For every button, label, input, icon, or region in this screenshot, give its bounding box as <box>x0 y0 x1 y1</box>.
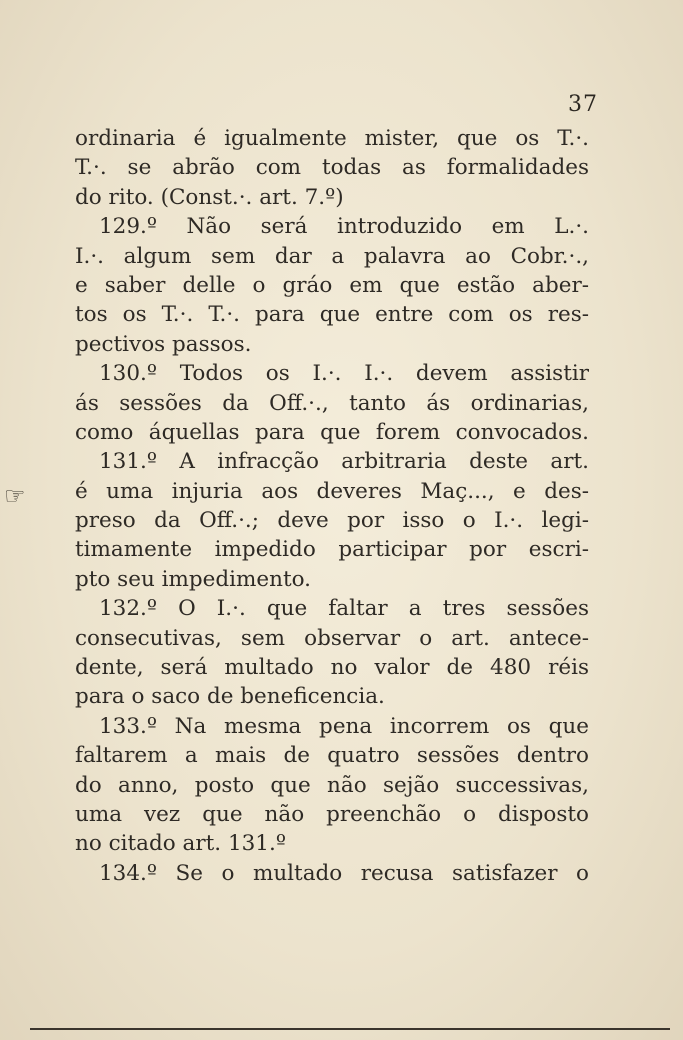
text-line: dente, será multado no valor de 480 réis <box>75 655 589 681</box>
text-line: I.·. algum sem dar a palavra ao Cobr.·., <box>75 243 589 269</box>
text-line: como áquellas para que forem convocados. <box>75 419 589 445</box>
text-line: ordinaria é igualmente mister, que os T.·. <box>75 126 589 151</box>
text-line: pto seu impedimento. <box>75 566 312 592</box>
text-line: timamente impedido participar por escri- <box>75 537 589 563</box>
text-line: 134.º Se o multado recusa satisfazer o <box>99 860 589 886</box>
text-line: T.·. se abrão com todas as formalidades <box>75 155 589 181</box>
text-line: para o saco de beneficencia. <box>75 684 385 710</box>
text-line: 129.º Não será introduzido em L.·. <box>99 214 589 240</box>
text-line: pectivos passos. <box>75 331 252 357</box>
text-line: do rito. (Const.·. art. 7.º) <box>75 184 344 210</box>
text-line: no citado art. 131.º <box>75 831 286 857</box>
text-line: preso da Off.·.; deve por isso o I.·. legi- <box>75 508 589 534</box>
text-line: uma vez que não preenchão o disposto <box>75 801 589 827</box>
text-line: 131.º A infracção arbitraria deste art. <box>99 449 589 475</box>
text-line: consecutivas, sem observar o art. antece- <box>75 625 589 651</box>
text-line: é uma injuria aos deveres Maç..., e des- <box>75 478 589 504</box>
text-line: 133.º Na mesma pena incorrem os que <box>99 713 589 739</box>
pointing-hand-icon: ☞ <box>4 482 26 510</box>
text-line: 130.º Todos os I.·. I.·. devem assistir <box>99 361 589 387</box>
text-line: do anno, posto que não sejão successivas, <box>75 772 589 798</box>
body-text <box>75 124 589 888</box>
text-line: ás sessões da Off.·., tanto ás ordinarias, <box>75 390 589 416</box>
text-line: e saber delle o gráo em que estão aber- <box>75 272 589 298</box>
text-line: tos os T.·. T.·. para que entre com os res- <box>75 302 589 328</box>
page-number: 37 <box>568 92 598 117</box>
text-line: faltarem a mais de quatro sessões dentro <box>75 743 589 769</box>
text-line: 132.º O I.·. que faltar a tres sessões <box>99 596 589 622</box>
bottom-rule <box>30 1028 670 1030</box>
